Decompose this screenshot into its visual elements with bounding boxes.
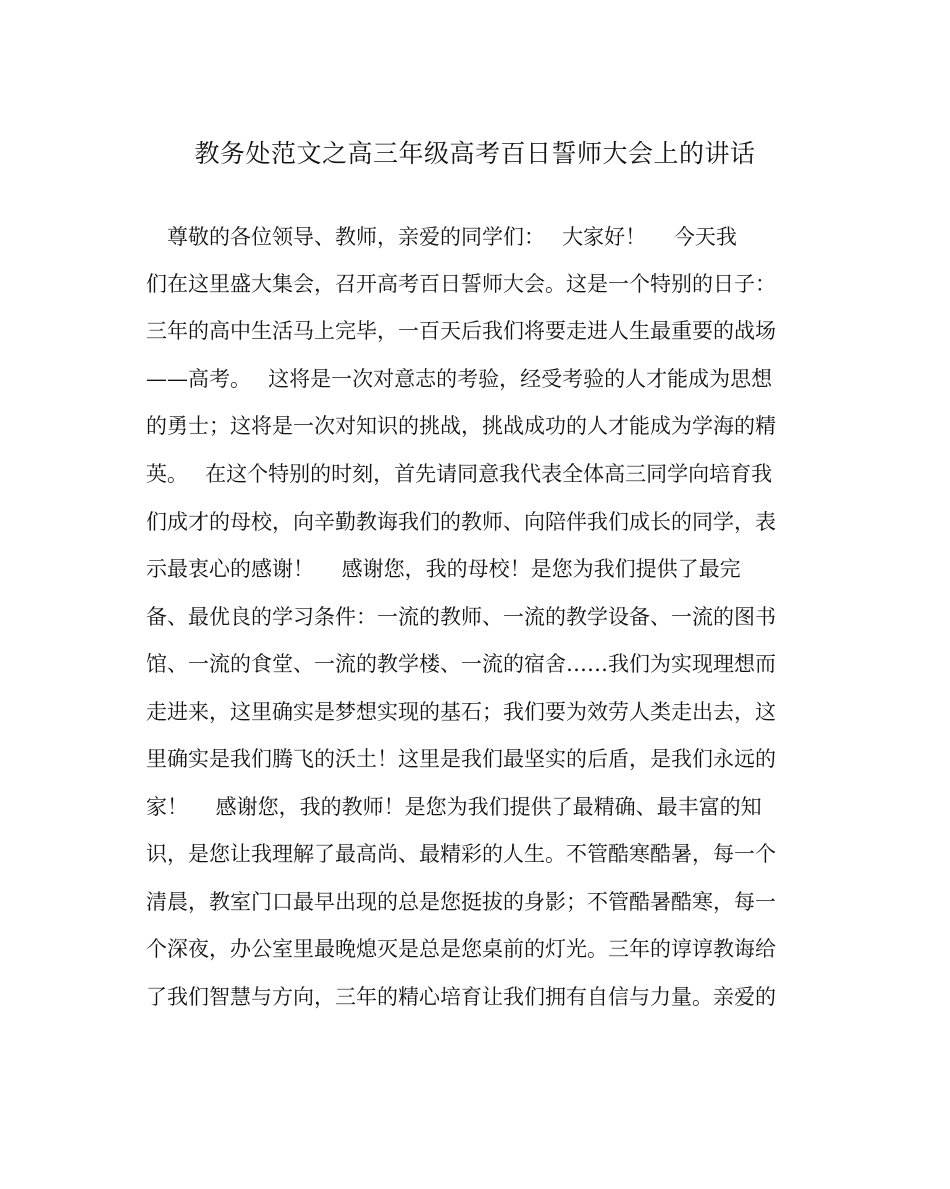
- body-line: 清晨，教室门口最早出现的总是您挺拔的身影；不管酷暑酷寒，每一: [146, 890, 776, 914]
- body-line: 英。 在这个特别的时刻，首先请同意我代表全体高三同学向培育我: [146, 462, 773, 486]
- body-line: 们在这里盛大集会，召开高考百日誓师大会。这是一个特别的日子：: [146, 272, 776, 296]
- body-line: 馆、一流的食堂、一流的教学楼、一流的宿舍……我们为实现理想而: [146, 652, 776, 676]
- body-line: 尊敬的各位领导、教师，亲爱的同学们： 大家好！ 今天我: [146, 225, 737, 249]
- body-line: 们成才的母校，向辛勤教诲我们的教师、向陪伴我们成长的同学，表: [146, 510, 776, 534]
- body-line: 里确实是我们腾飞的沃土！这里是我们最坚实的后盾，是我们永远的: [146, 747, 776, 771]
- document-title: 教务处范文之高三年级高考百日誓师大会上的讲话: [194, 139, 756, 168]
- body-line: 走进来，这里确实是梦想实现的基石；我们要为效劳人类走出去，这: [146, 700, 776, 724]
- body-line: 了我们智慧与方向，三年的精心培育让我们拥有自信与力量。亲爱的: [146, 985, 776, 1009]
- body-line: 三年的高中生活马上完毕，一百天后我们将要走进人生最重要的战场: [146, 319, 776, 343]
- body-line: 备、最优良的学习条件：一流的教师、一流的教学设备、一流的图书: [146, 605, 776, 629]
- body-line: ——高考。 这将是一次对意志的考验，经受考验的人才能成为思想: [146, 367, 773, 391]
- body-line: 的勇士；这将是一次对知识的挑战，挑战成功的人才能成为学海的精: [146, 414, 776, 438]
- body-line: 示最衷心的感谢！ 感谢您，我的母校！是您为我们提供了最完: [146, 557, 741, 581]
- body-line: 个深夜，办公室里最晚熄灭是总是您桌前的灯光。三年的谆谆教诲给: [146, 937, 776, 961]
- body-line: 家！ 感谢您，我的教师！是您为我们提供了最精确、最丰富的知: [146, 795, 762, 819]
- body-line: 识，是您让我理解了最高尚、最精彩的人生。不管酷寒酷暑，每一个: [146, 842, 776, 866]
